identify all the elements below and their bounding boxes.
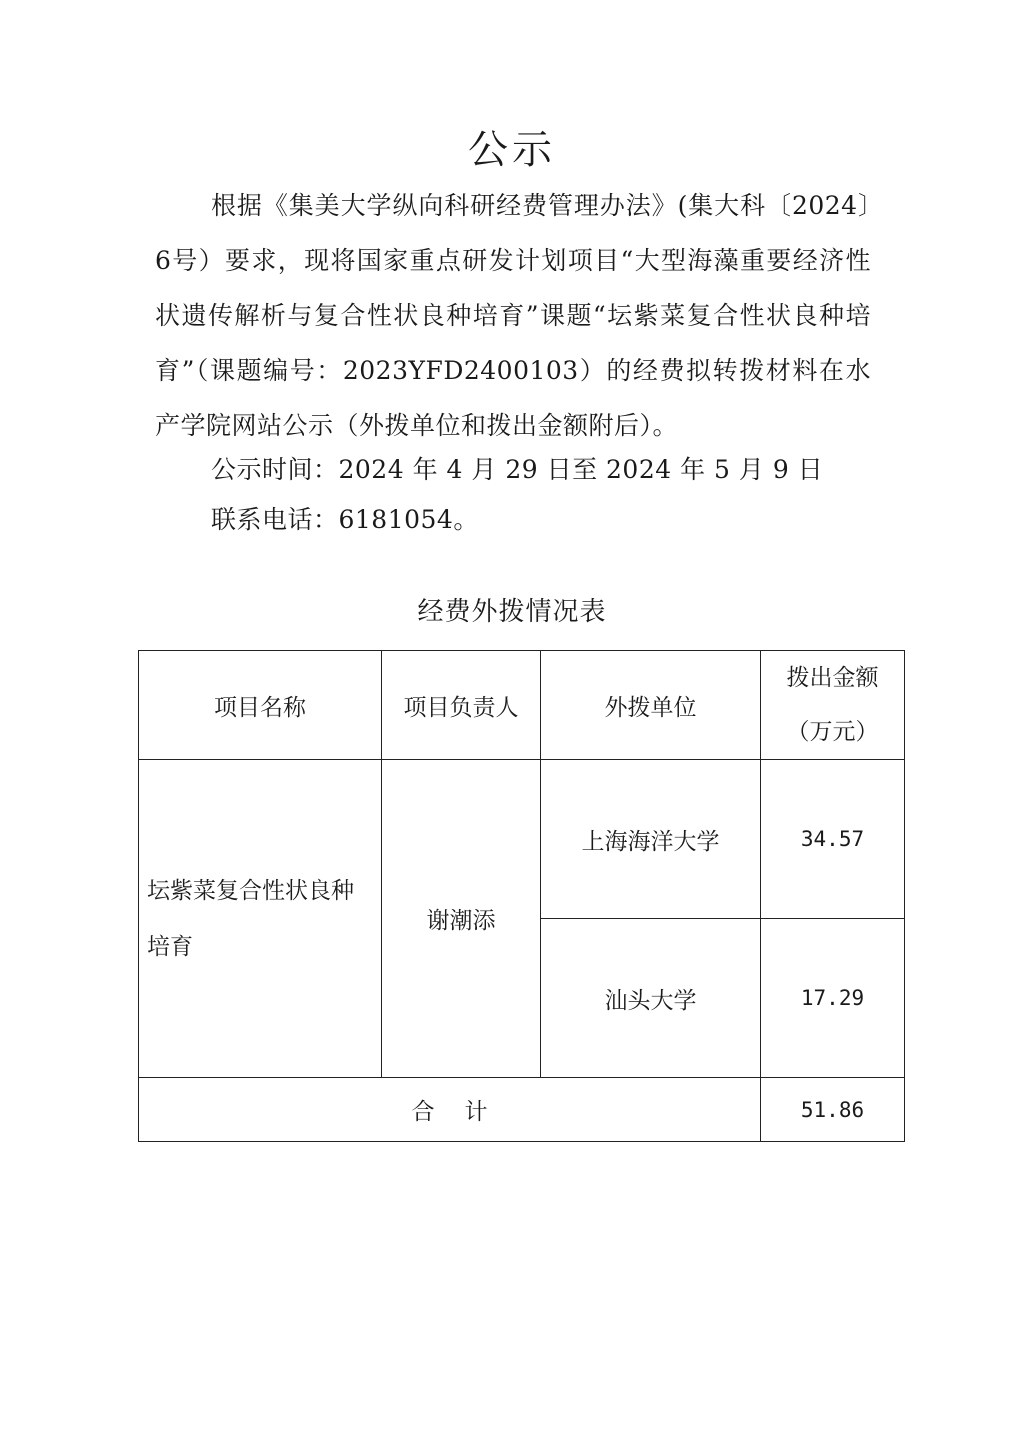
total-amount: 51.86 <box>761 1078 905 1142</box>
cell-amount: 34.57 <box>761 760 905 919</box>
table-title: 经费外拨情况表 <box>417 597 607 627</box>
header-external-unit: 外拨单位 <box>541 651 761 760</box>
total-row <box>139 1078 905 1142</box>
contact-phone: 联系电话：6181054。 <box>211 505 479 534</box>
cell-external-unit: 上海海洋大学 <box>541 760 761 919</box>
grant-table <box>138 650 905 1142</box>
total-label: 合计 <box>139 1078 761 1142</box>
header-amount-line1: 拨出金额 <box>786 665 879 691</box>
cell-external-unit: 汕头大学 <box>541 919 761 1078</box>
header-amount <box>761 651 905 760</box>
cell-amount: 17.29 <box>761 919 905 1078</box>
table-row <box>139 760 905 919</box>
cell-project-lead: 谢潮添 <box>382 760 541 1078</box>
publicity-time: 公示时间：2024 年 4 月 29 日至 2024 年 5 月 9 日 <box>211 455 824 484</box>
cell-project-name: 坛紫菜复合性状良种培育 <box>139 760 382 1078</box>
header-project-name: 项目名称 <box>139 651 382 760</box>
body-paragraph: 根据《集美大学纵向科研经费管理办法》(集大科〔2024〕6号）要求，现将国家重点研发计划项目“大型海藻重要经济性状遗传解析与复合性状良种培育”课题“坛紫菜复合性状良种培育”（课题编号：2023YFD2400103）的经费拟转拨材料在水产学院网站公示（外拨单位和拨出金额附后）。 <box>155 191 871 440</box>
table-header-row <box>139 651 905 760</box>
page-title: 公示 <box>468 127 556 173</box>
header-amount-line2: （万元） <box>786 719 879 745</box>
header-project-lead: 项目负责人 <box>382 651 541 760</box>
